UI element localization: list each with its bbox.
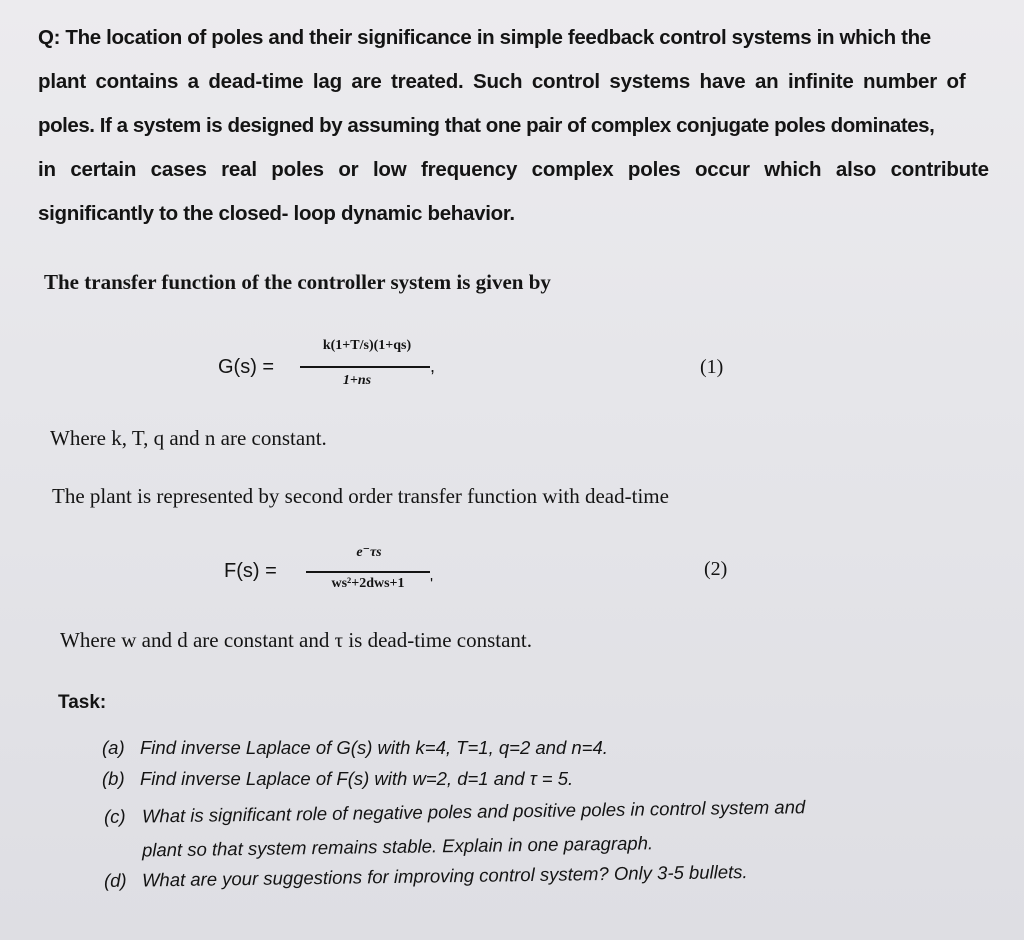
task-label: (b) [102, 768, 125, 789]
eq2-fraction-bar [306, 571, 430, 573]
eq1-note: Where k, T, q and n are constant. [50, 426, 327, 450]
task-item-c [104, 796, 806, 828]
task-label: (d) [103, 869, 127, 891]
intro-line: in certain cases real poles or low frequency complex poles occur which also contribute [38, 158, 989, 181]
task-text: Find inverse Laplace of F(s) with w=2, d=1 and τ = 5. [140, 768, 574, 789]
eq2-number: (2) [704, 558, 728, 580]
eq2-trail: ' [430, 576, 434, 593]
task-item-d [104, 861, 748, 892]
eq2-note: Where w and d are constant and τ is dead-time constant. [60, 628, 533, 652]
task-item-b [102, 768, 573, 790]
intro-line: plant contains a dead-time lag are treated. Such control systems have an infinite number of [38, 70, 966, 93]
task-heading: Task: [58, 692, 107, 713]
task-label: (c) [103, 805, 126, 827]
intro-line: Q: The location of poles and their significance in simple feedback control systems in which the [38, 26, 931, 49]
eq1-denominator: 1+ns [342, 373, 372, 388]
eq1-numerator: k(1+T/s)(1+qs) [322, 338, 412, 353]
task-label [104, 856, 142, 857]
eq2-lhs: F(s) = [224, 560, 277, 582]
task-text: Find inverse Laplace of G(s) with k=4, T=1, q=2 and n=4. [140, 737, 608, 758]
eq1-trail: , [430, 356, 436, 376]
eq2-denominator: ws²+2dws+1 [331, 576, 405, 591]
task-text: What is significant role of negative poles and positive poles in control system and [141, 796, 806, 827]
eq1-number: (1) [700, 356, 724, 378]
task-text: plant so that system remains stable. Explain in one paragraph. [141, 832, 654, 861]
plant-intro: The plant is represented by second order transfer function with dead-time [52, 484, 669, 508]
intro-line: poles. If a system is designed by assuming that one pair of complex conjugate poles dominates, [38, 114, 935, 137]
eq2-numerator: e⁻τs [356, 545, 382, 560]
eq1-lhs: G(s) = [218, 356, 275, 378]
task-label: (a) [102, 737, 125, 758]
eq1-fraction-bar [300, 366, 430, 368]
intro-line: significantly to the closed- loop dynamic behavior. [38, 202, 515, 225]
task-item-c-continued [104, 832, 653, 862]
controller-intro: The transfer function of the controller system is given by [44, 270, 551, 294]
task-item-a [102, 737, 608, 759]
task-text: What are your suggestions for improving control system? Only 3-5 bullets. [141, 861, 748, 891]
